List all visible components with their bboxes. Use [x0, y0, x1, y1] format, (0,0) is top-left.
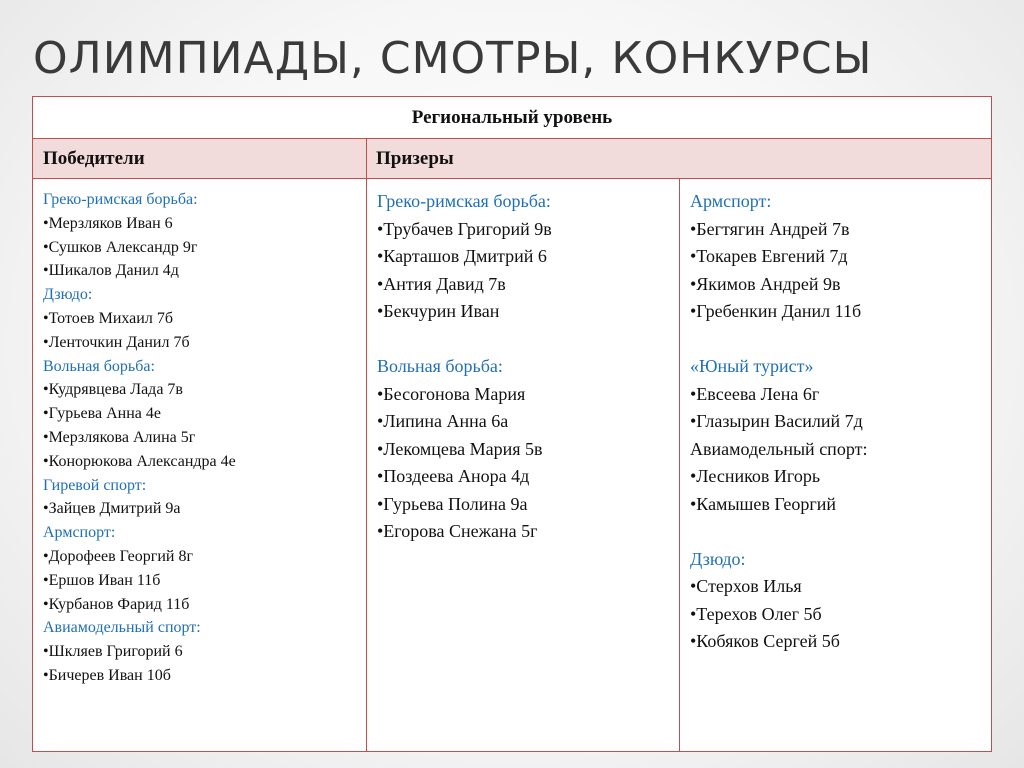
- category-label: Армспорт:: [43, 524, 116, 542]
- winners-list: [33, 179, 366, 688]
- category-label: Вольная борьба:: [377, 356, 503, 376]
- results-table: [32, 96, 992, 752]
- slide-title: ОЛИМПИАДЫ, СМОТРЫ, КОНКУРСЫ: [33, 33, 873, 84]
- list-item: •Ершов Иван 11б: [43, 571, 161, 589]
- category-label: Гиревой спорт:: [43, 476, 147, 494]
- list-item: •Мерзлякова Алина 5г: [43, 428, 196, 446]
- winners-header: Победители: [43, 148, 145, 169]
- category-label: Греко-римская борьба:: [43, 191, 198, 208]
- list-item: •Ленточкин Данил 7б: [43, 333, 190, 351]
- list-item: •Поздеева Анора 4д: [377, 466, 530, 486]
- list-item: •Евсеева Лена 6г: [690, 383, 820, 404]
- list-item: •Лекомцева Мария 5в: [377, 438, 543, 459]
- category-label: Дзюдо:: [690, 548, 746, 569]
- category-label: «Юный турист»: [690, 356, 814, 376]
- spacer: [690, 326, 992, 354]
- list-item: •Мерзляков Иван 6: [43, 214, 173, 232]
- prizewinners-list-right: [679, 179, 992, 656]
- list-item: •Гурьева Полина 9а: [377, 493, 528, 514]
- spacer: [377, 326, 679, 354]
- region-level-header: Региональный уровень: [33, 97, 991, 139]
- list-item: •Якимов Андрей 9в: [690, 273, 841, 294]
- list-item: •Глазырин Василий 7д: [690, 411, 863, 431]
- category-label: Дзюдо:: [43, 286, 93, 304]
- list-item: •Гурьева Анна 4е: [43, 405, 161, 423]
- list-item: •Бекчурин Иван: [377, 301, 500, 321]
- category-label: Авиамодельный спорт:: [43, 619, 201, 637]
- list-item: •Гребенкин Данил 11б: [690, 301, 862, 321]
- prizewinners-header: Призеры: [376, 148, 454, 169]
- list-item: •Стерхов Илья: [690, 576, 802, 596]
- list-item: •Камышев Георгий: [690, 493, 837, 514]
- list-item: •Липина Анна 6а: [377, 411, 509, 431]
- column-headers-row: [33, 139, 991, 179]
- category-label: Армспорт:: [690, 191, 772, 211]
- list-item: •Бегтягин Андрей 7в: [690, 218, 850, 239]
- list-item: •Шикалов Данил 4д: [43, 262, 179, 280]
- list-item: •Дорофеев Георгий 8г: [43, 547, 194, 565]
- list-item: •Кобяков Сергей 5б: [690, 631, 840, 651]
- prizewinners-list-left: [366, 179, 679, 546]
- list-item: •Егорова Снежана 5г: [377, 521, 538, 541]
- category-label: Авиамодельный спорт:: [690, 438, 868, 459]
- list-item: •Карташов Дмитрий 6: [377, 246, 547, 266]
- list-item: •Тотоев Михаил 7б: [43, 309, 173, 327]
- spacer: [690, 518, 992, 546]
- list-item: •Антия Давид 7в: [377, 273, 506, 294]
- list-item: •Кудрявцева Лада 7в: [43, 381, 183, 399]
- list-item: •Шкляев Григорий 6: [43, 643, 183, 661]
- list-item: •Бесогонова Мария: [377, 383, 526, 404]
- list-item: •Курбанов Фарид 11б: [43, 595, 190, 613]
- list-item: •Трубачев Григорий 9в: [377, 218, 552, 239]
- list-item: •Зайцев Дмитрий 9а: [43, 500, 181, 518]
- list-item: •Терехов Олег 5б: [690, 603, 822, 624]
- list-item: •Лесников Игорь: [690, 466, 821, 486]
- category-label: Греко-римская борьба:: [377, 191, 551, 211]
- category-label: Вольная борьба:: [43, 357, 155, 375]
- list-item: •Токарев Евгений 7д: [690, 246, 848, 266]
- list-item: •Сушков Александр 9г: [43, 238, 198, 256]
- list-item: •Бичерев Иван 10б: [43, 666, 171, 684]
- list-item: •Конорюкова Александра 4е: [43, 452, 236, 470]
